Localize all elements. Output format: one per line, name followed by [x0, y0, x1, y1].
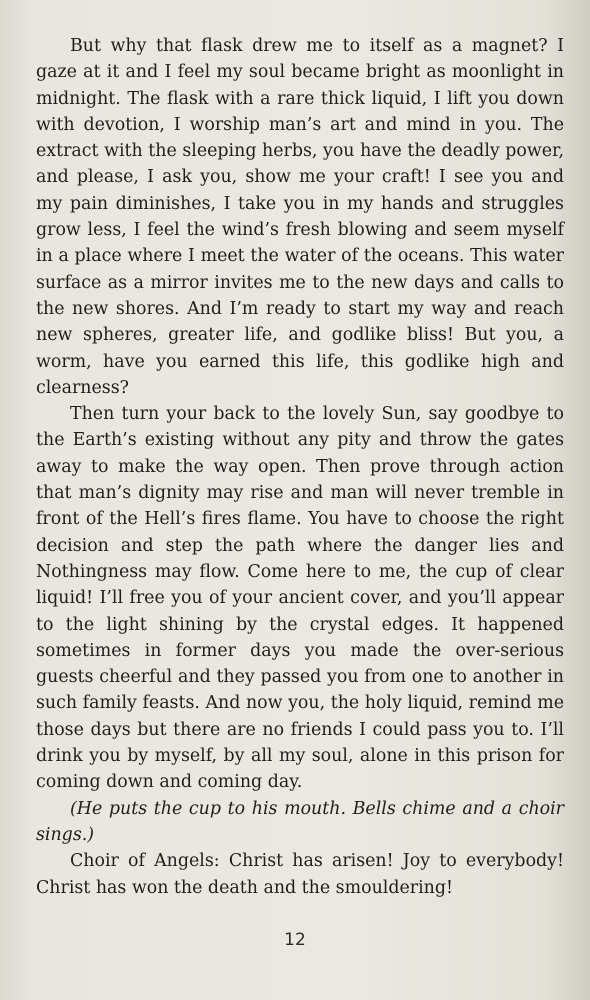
paragraph-monologue-1: But why that flask drew me to itself as a magnet? I gaze at it and I feel my soul became bright as moonlight in midnight. The flask with a rare thick liquid, I lift you down with devotion, I worship man’s art and mind in you. The extract with the sleeping herbs, you have the deadly power, and please, I ask you, show me your craft! I see you and my pain diminishes, I take you in my hands and struggles grow less, I feel the wind’s fresh blowing and seem myself in a place where I meet the water of the oceans. This water surface as a mirror invites me to the new days and calls to the new shores. And I’m ready to start my way and reach new spheres, greater life, and godlike bliss! But you, a worm, have you earned this life, this godlike high and clearness?	[36, 36, 564, 398]
stage-direction: (He puts the cup to his mouth. Bells chime and a choir sings.)	[36, 798, 564, 845]
paragraph-monologue-2: Then turn your back to the lovely Sun, say goodbye to the Earth’s existing without any pity and throw the gates away to make the way open. Then prove through action that man’s dignity may rise and man will never tremble in front of the Hell’s fires flame. You have to choose the right decision and step the path where the danger lies and Nothingness may flow. Come here to me, the cup of clear liquid! I’ll free you of your ancient cover, and you’ll appear to the light shining by the crystal edges. It happened sometimes in former days you made the over-serious guests cheerful and they passed you from one to another in such family feasts. And now you, the holy liquid, remind me those days but there are no friends I could pass you to. I’ll drink you by myself, by all my soul, alone in this prison for coming down and coming day.	[36, 404, 564, 793]
page-number: 12	[284, 930, 306, 950]
page-text	[36, 33, 564, 901]
paragraph-choir: Choir of Angels: Christ has arisen! Joy to everybody! Christ has won the death and the smouldering!	[36, 851, 564, 898]
